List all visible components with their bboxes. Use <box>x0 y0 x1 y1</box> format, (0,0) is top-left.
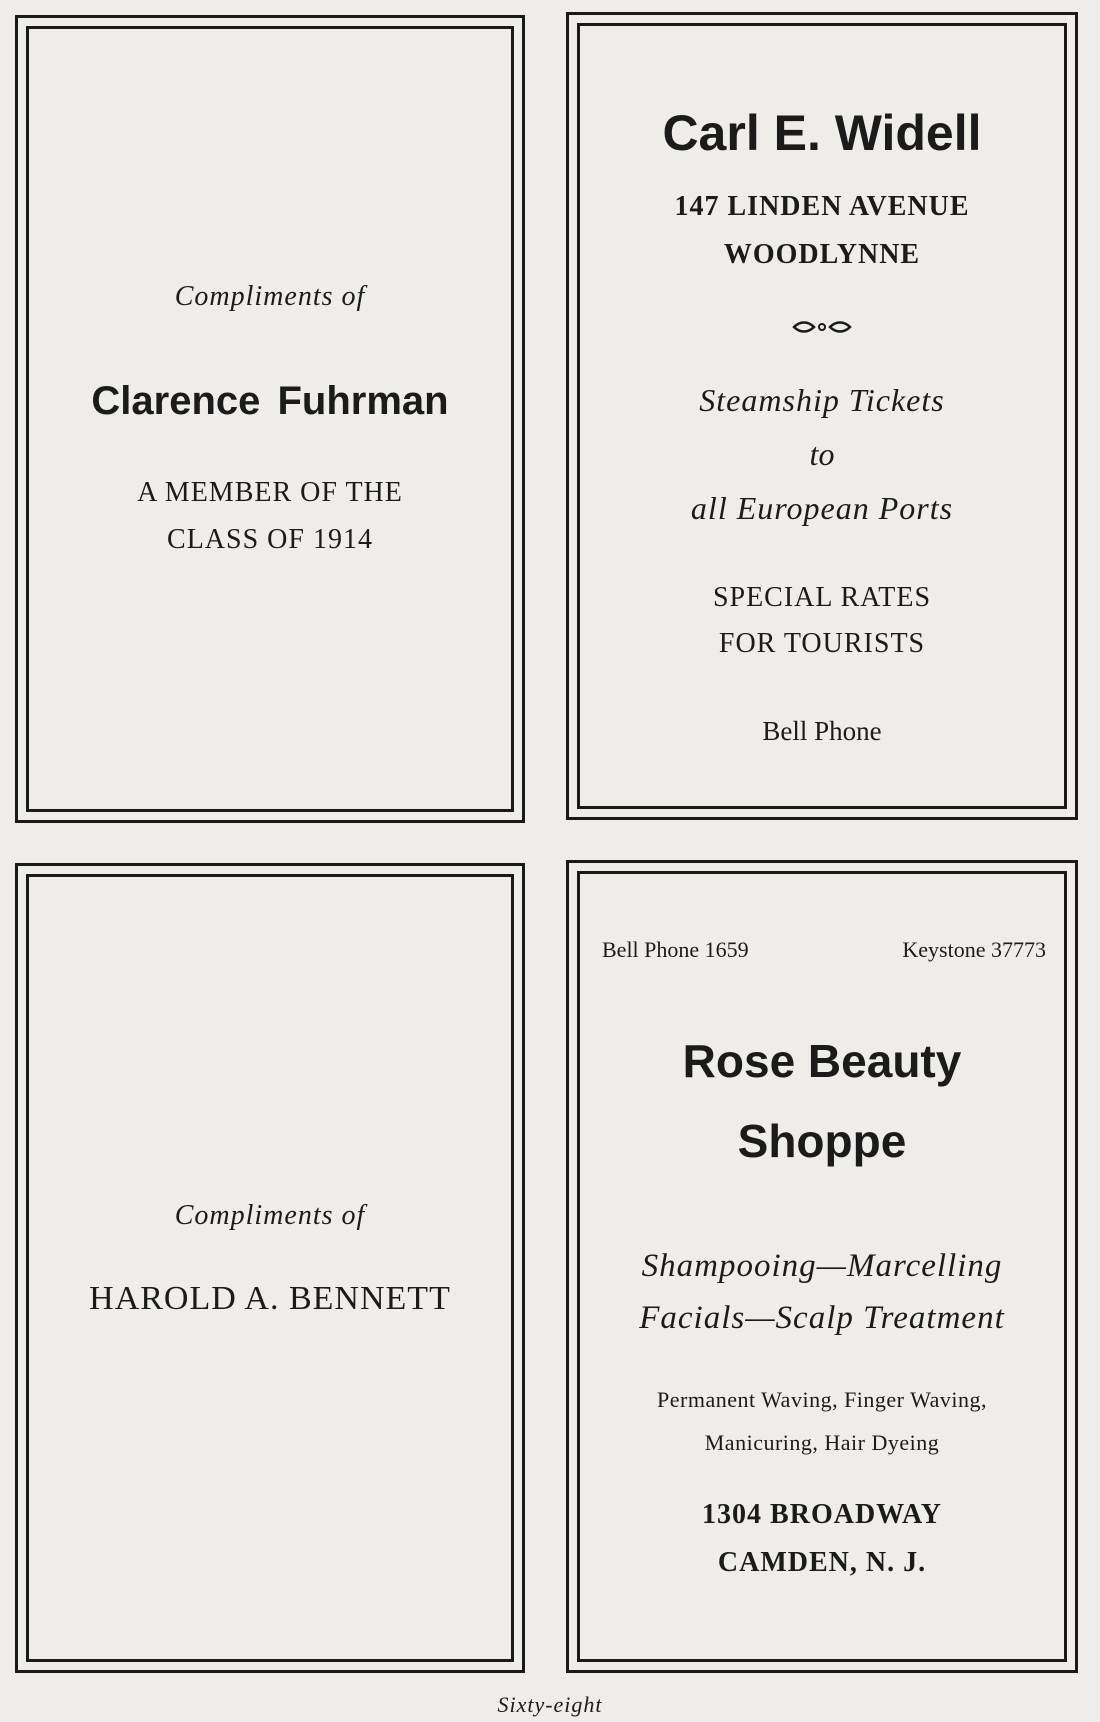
member-line-2: CLASS OF 1914 <box>167 524 373 555</box>
ad-inner-frame <box>26 26 514 812</box>
ad-harold-bennett <box>15 863 525 1673</box>
ad-inner-frame <box>26 874 514 1662</box>
address-line-1: 147 LINDEN AVENUE <box>674 191 970 222</box>
compliments-text: Compliments of <box>174 281 366 312</box>
ornament-divider-icon <box>580 319 1064 335</box>
extra-services-line-1: Permanent Waving, Finger Waving, <box>657 1387 987 1412</box>
tagline-line-2: to <box>809 436 835 472</box>
shop-name-line-2: Shoppe <box>737 1115 907 1167</box>
rates-line-2: FOR TOURISTS <box>718 628 926 659</box>
page-number-label: Sixty-eight <box>497 1692 603 1717</box>
ad-carl-widell <box>566 12 1078 820</box>
address-line-2: WOODLYNNE <box>723 239 921 270</box>
ad-clarence-fuhrman <box>15 15 525 823</box>
advertiser-name: Carl E. Widell <box>662 105 982 161</box>
tagline-line-1: Steamship Tickets <box>699 382 945 418</box>
extra-services-line-2: Manicuring, Hair Dyeing <box>704 1430 940 1455</box>
rates-line-1: SPECIAL RATES <box>712 582 932 613</box>
shop-name-line-1: Rose Beauty <box>682 1035 962 1087</box>
member-line-1: A MEMBER OF THE <box>137 477 403 508</box>
ad-rose-beauty-shoppe <box>566 860 1078 1673</box>
phone-bell: Bell Phone 1659 <box>602 937 749 962</box>
address-line-2: CAMDEN, N. J. <box>717 1547 927 1578</box>
advertiser-name: HAROLD A. BENNETT <box>89 1280 451 1317</box>
services-line-1: Shampooing—Marcelling <box>641 1248 1003 1284</box>
ad-inner-frame <box>577 23 1067 809</box>
advertiser-name: Clarence Fuhrman <box>91 379 449 423</box>
ad-inner-frame <box>577 871 1067 1662</box>
address-line-1: 1304 BROADWAY <box>702 1499 942 1530</box>
compliments-text: Compliments of <box>174 1200 366 1231</box>
phone-keystone: Keystone 37773 <box>902 937 1046 962</box>
services-line-2: Facials—Scalp Treatment <box>639 1300 1005 1336</box>
phone-text: Bell Phone <box>762 716 882 746</box>
tagline-line-3: all European Ports <box>690 490 954 526</box>
